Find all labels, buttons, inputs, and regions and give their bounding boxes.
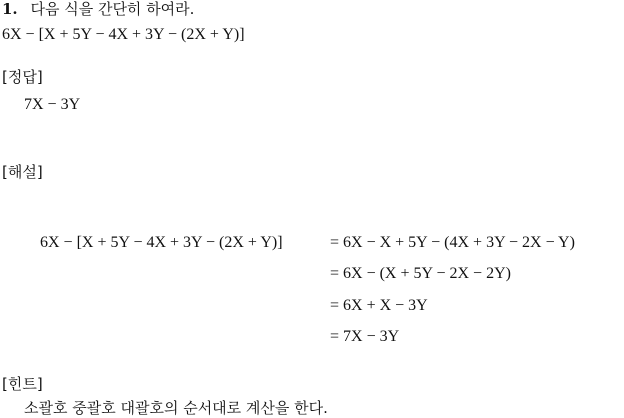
problem-number: 1. <box>2 0 18 18</box>
explanation-lhs: 6X − [X + 5Y − 4X + 3Y − (2X + Y)] <box>40 234 283 251</box>
problem-instruction: 다음 식을 간단히 하여라. <box>30 0 195 18</box>
problem-line <box>2 0 194 18</box>
explanation-step-4: = 7X − 3Y <box>330 328 400 345</box>
explanation-step-1: = 6X − X + 5Y − (4X + 3Y − 2X − Y) <box>330 234 575 251</box>
explanation-step-2: = 6X − (X + 5Y − 2X − 2Y) <box>330 265 511 282</box>
hint-header: [힌트] <box>2 375 43 393</box>
answer-value: 7X − 3Y <box>24 96 81 113</box>
explanation-step-3: = 6X + X − 3Y <box>330 297 428 314</box>
answer-header: [정답] <box>2 68 43 86</box>
explanation-header: [해설] <box>2 163 43 181</box>
hint-text: 소괄호 중괄호 대괄호의 순서대로 계산을 한다. <box>24 399 328 417</box>
problem-expression: 6X − [X + 5Y − 4X + 3Y − (2X + Y)] <box>2 26 245 43</box>
